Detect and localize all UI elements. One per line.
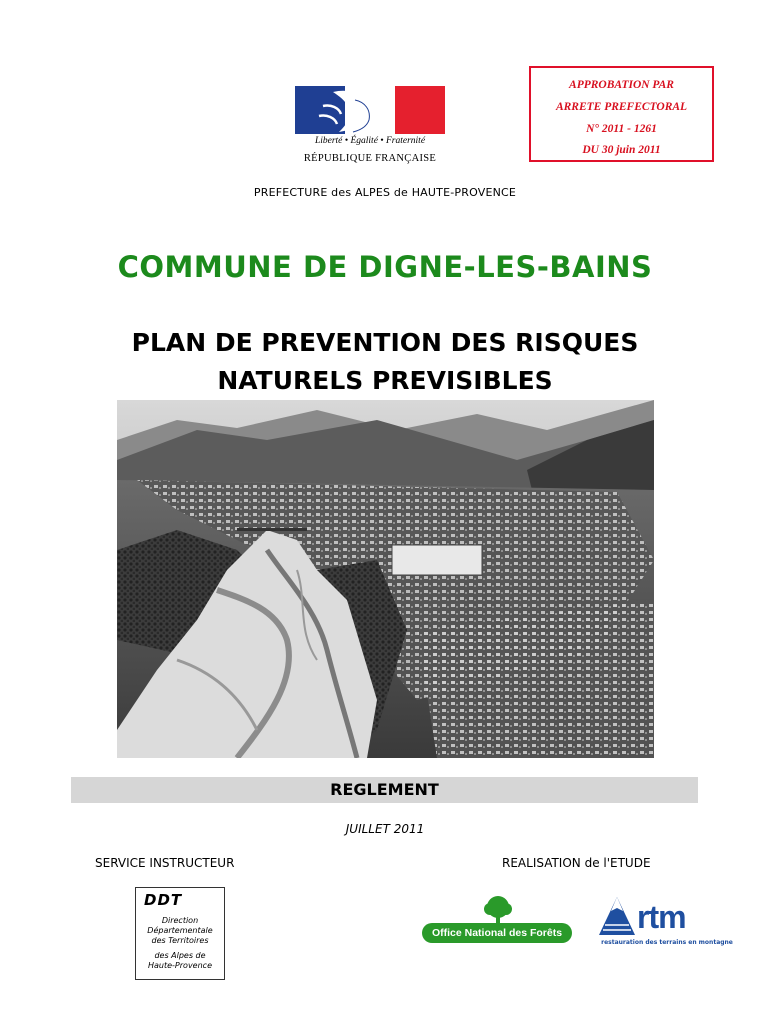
document-date: JUILLET 2011 [345, 822, 425, 836]
rtm-subtitle: restauration des terrains en montagne [601, 939, 733, 946]
commune-title: COMMUNE DE DIGNE-LES-BAINS [117, 250, 653, 284]
ddt-line-5: Haute-Provence [148, 961, 212, 970]
ddt-line-2: Départementale [147, 926, 213, 935]
plan-title-line-2: NATURELS PREVISIBLES [217, 366, 553, 395]
ddt-text [136, 916, 224, 971]
approval-stamp [529, 66, 714, 162]
ddt-title: DDT [144, 891, 183, 909]
realisation-label: REALISATION de l'ETUDE [502, 856, 651, 870]
republique-name: RÉPUBLIQUE FRANÇAISE [303, 153, 437, 164]
ddt-line-3: des Territoires [151, 936, 209, 945]
plan-title [0, 324, 770, 400]
plan-title-line-1: PLAN DE PREVENTION DES RISQUES [131, 328, 639, 357]
ddt-line-1: Direction [161, 916, 199, 925]
onf-label: Office National des Forêts [422, 923, 572, 943]
republique-logo [295, 86, 445, 176]
service-instructeur-label: SERVICE INSTRUCTEUR [95, 856, 235, 870]
section-title: REGLEMENT [330, 780, 439, 799]
prefecture-heading: PREFECTURE des ALPES de HAUTE-PROVENCE [253, 186, 517, 199]
aerial-photo [117, 400, 654, 758]
stamp-line-1: APPROBATION PAR [569, 79, 674, 91]
onf-logo [422, 895, 574, 947]
ddt-logo [135, 887, 225, 980]
republique-motto: Liberté • Égalité • Fraternité [314, 136, 426, 146]
stamp-line-4: DU 30 juin 2011 [582, 144, 661, 156]
stamp-line-2: ARRETE PREFECTORAL [555, 101, 688, 113]
ddt-line-4: des Alpes de [154, 951, 206, 960]
marianne-flag-icon [295, 86, 445, 134]
mountain-icon [597, 895, 637, 937]
stamp-line-3: N° 2011 - 1261 [586, 123, 657, 135]
rtm-word: rtm [637, 899, 686, 935]
rtm-logo [597, 895, 737, 947]
